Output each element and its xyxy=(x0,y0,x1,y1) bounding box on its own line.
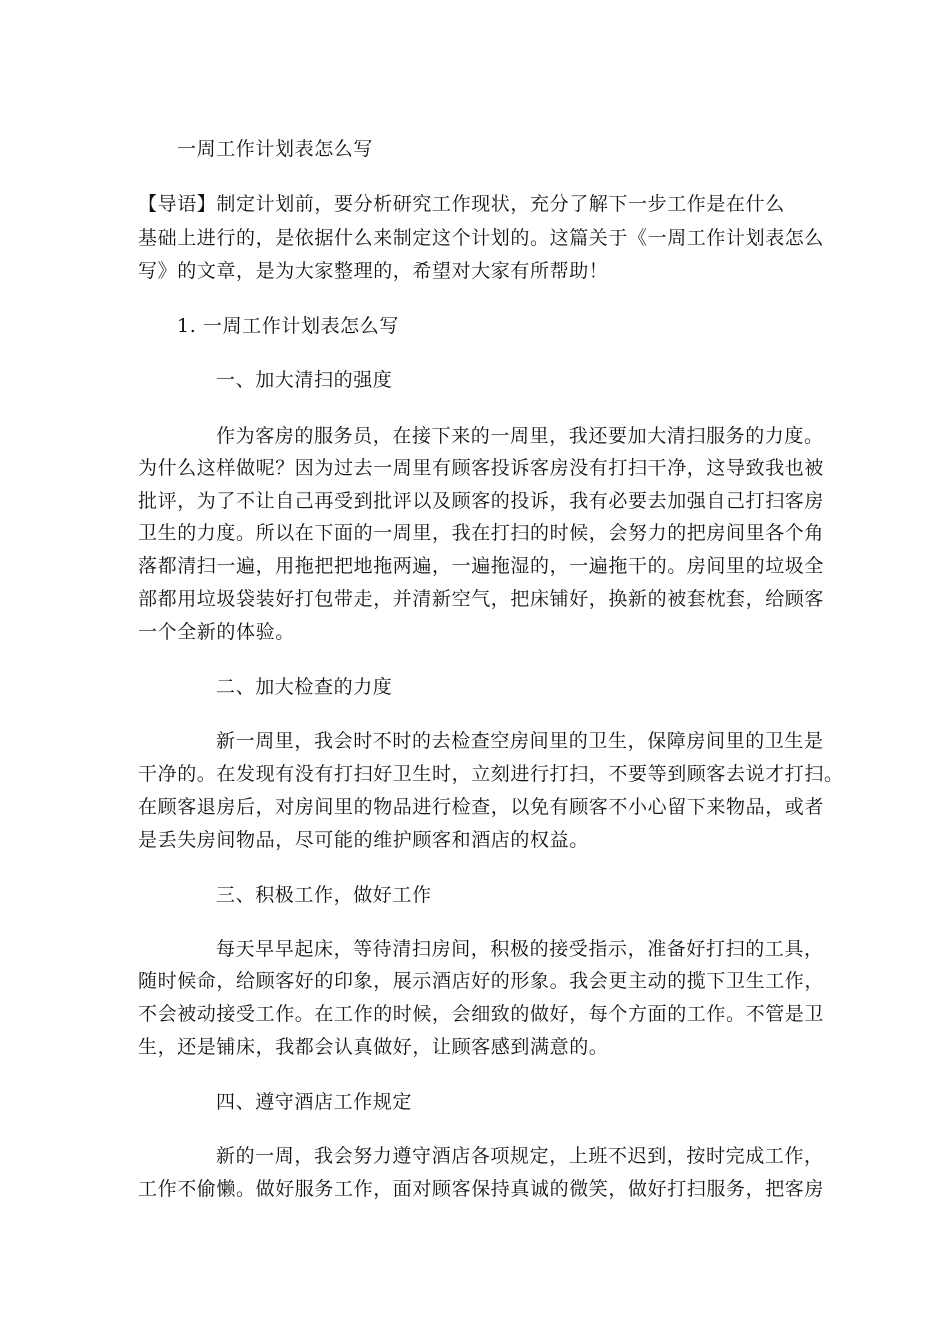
paragraph-line: 是丢失房间物品，尽可能的维护顾客和酒店的权益。 xyxy=(138,829,589,851)
paragraph-line: 部都用垃圾袋装好打包带走，并清新空气，把床铺好，换新的被套枕套，给顾客 xyxy=(138,588,825,610)
paragraph-line: 落都清扫一遍，用拖把把地拖两遍，一遍拖湿的，一遍拖干的。房间里的垃圾全 xyxy=(138,555,825,577)
section-heading-1: 一、加大清扫的强度 xyxy=(216,369,393,391)
paragraph-line: 随时候命，给顾客好的印象，展示酒店好的形象。我会更主动的揽下卫生工作， xyxy=(138,970,825,992)
paragraph-line: 卫生的力度。所以在下面的一周里，我在打扫的时候，会努力的把房间里各个角 xyxy=(138,522,825,544)
intro-line-1: 【导语】制定计划前，要分析研究工作现状，充分了解下一步工作是在什么 xyxy=(138,193,785,215)
paragraph-line: 干净的。在发现有没有打扫好卫生时，立刻进行打扫，不要等到顾客去说才打扫。 xyxy=(138,763,844,785)
paragraph-line: 每天早早起床，等待清扫房间，积极的接受指示，准备好打扫的工具， xyxy=(216,938,824,960)
paragraph-line: 新的一周，我会努力遵守酒店各项规定，上班不迟到，按时完成工作， xyxy=(216,1145,824,1167)
section-heading-4: 四、遵守酒店工作规定 xyxy=(216,1091,413,1113)
section-heading-2: 二、加大检查的力度 xyxy=(216,676,393,698)
paragraph-line: 不会被动接受工作。在工作的时候，会细致的做好，每个方面的工作。不管是卫 xyxy=(138,1003,825,1025)
paragraph-line: 一个全新的体验。 xyxy=(138,621,295,643)
section-heading-3: 三、积极工作，做好工作 xyxy=(216,884,432,906)
document-title: 一周工作计划表怎么写 xyxy=(177,138,374,160)
section-title: 1. 一周工作计划表怎么写 xyxy=(177,315,399,337)
intro-line-2: 基础上进行的，是依据什么来制定这个计划的。这篇关于《一周工作计划表怎么 xyxy=(138,227,825,249)
paragraph-line: 新一周里，我会时不时的去检查空房间里的卫生，保障房间里的卫生是 xyxy=(216,730,824,752)
paragraph-line: 批评，为了不让自己再受到批评以及顾客的投诉，我有必要去加强自己打扫客房 xyxy=(138,490,825,512)
paragraph-line: 生，还是铺床，我都会认真做好，让顾客感到满意的。 xyxy=(138,1036,609,1058)
paragraph-line: 工作不偷懒。做好服务工作，面对顾客保持真诚的微笑，做好打扫服务，把客房 xyxy=(138,1178,825,1200)
paragraph-line: 为什么这样做呢？因为过去一周里有顾客投诉客房没有打扫干净，这导致我也被 xyxy=(138,457,825,479)
paragraph-line: 在顾客退房后，对房间里的物品进行检查，以免有顾客不小心留下来物品，或者 xyxy=(138,796,825,818)
paragraph-line: 作为客房的服务员，在接下来的一周里，我还要加大清扫服务的力度。 xyxy=(216,425,824,447)
intro-line-3: 写》的文章，是为大家整理的，希望对大家有所帮助！ xyxy=(138,260,609,282)
